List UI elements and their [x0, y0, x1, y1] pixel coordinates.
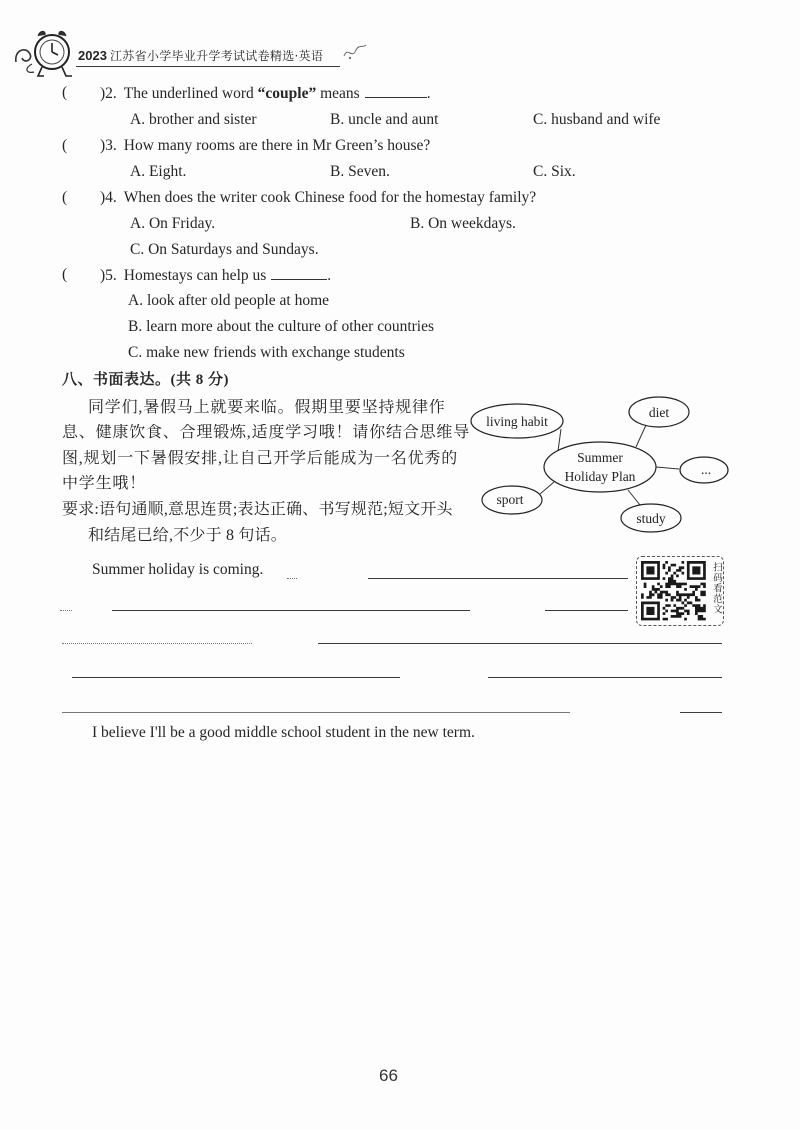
option-b: B. uncle and aunt — [330, 111, 439, 128]
question-text: How many rooms are there in Mr Green’s house? — [123, 137, 431, 154]
page-header — [0, 0, 400, 80]
section-title: 八、书面表达。(共 8 分) — [62, 372, 229, 388]
header-year: 2023 — [78, 48, 107, 63]
question-text-after: means — [316, 85, 360, 102]
question-end: . — [426, 85, 431, 102]
connector-more — [656, 467, 679, 469]
option-c: C. husband and wife — [533, 111, 661, 128]
option-a: A. look after old people at home — [128, 292, 330, 309]
node-living-habit-label: living habit — [486, 414, 548, 429]
node-sport-label: sport — [496, 492, 524, 507]
fill-blank — [271, 266, 327, 280]
underlined-keyword: “couple” — [257, 85, 317, 102]
option-a: A. On Friday. — [130, 215, 216, 232]
question-end: . — [327, 267, 332, 284]
node-diet-label: diet — [648, 405, 670, 420]
essay-opening: Summer holiday is coming. — [92, 561, 264, 578]
clock-logo-icon — [12, 24, 78, 80]
option-c: C. Six. — [533, 163, 576, 180]
question-text: The underlined word — [123, 85, 258, 102]
writing-line — [72, 677, 400, 678]
answer-bracket-close: ) — [100, 189, 106, 206]
prompt-line: 中学生哦！ — [62, 475, 147, 492]
question-line — [100, 189, 536, 207]
option-b: B. On weekdays. — [410, 215, 516, 232]
writing-line — [488, 677, 722, 678]
prompt-line: 图,规划一下暑假安排,让自己开学后能成为一名优秀的 — [62, 450, 459, 467]
answer-bracket-open: ( — [62, 137, 68, 154]
qr-label: 扫码看范文 — [711, 562, 722, 615]
qr-code — [641, 561, 707, 621]
prompt-line: 息、健康饮食、合理锻炼,适度学习哦！请你结合思维导 — [62, 424, 471, 441]
mind-map — [460, 388, 732, 540]
connector-study — [628, 490, 640, 505]
writing-line — [287, 578, 297, 579]
answer-bracket-close: ) — [100, 267, 106, 284]
writing-line — [318, 643, 722, 644]
question-number: 4. — [105, 189, 117, 206]
writing-line — [680, 712, 722, 713]
writing-line — [112, 610, 470, 611]
prompt-line: 同学们,暑假马上就要来临。假期里要坚持规律作 — [88, 399, 446, 416]
answer-bracket-open: ( — [62, 266, 68, 283]
question-number: 3. — [105, 137, 117, 154]
question-number: 5. — [105, 267, 117, 284]
node-more-label: ... — [700, 462, 712, 477]
writing-line — [60, 610, 72, 611]
option-b: B. learn more about the culture of other countries — [128, 318, 435, 335]
answer-bracket-open: ( — [62, 189, 68, 206]
requirement-line: 要求:语句通顺,意思连贯;表达正确、书写规范;短文开头 — [62, 501, 453, 518]
header-title: 江苏省小学毕业升学考试试卷精选·英语 — [110, 49, 324, 63]
option-c: C. On Saturdays and Sundays. — [130, 241, 319, 258]
essay-closing: I believe I'll be a good middle school student in the new term. — [92, 724, 475, 741]
question-line — [100, 84, 431, 103]
question-number: 2. — [105, 85, 117, 102]
option-b: B. Seven. — [330, 163, 390, 180]
requirement-line: 和结尾已给,不少于 8 句话。 — [88, 527, 288, 544]
header-rule — [76, 66, 340, 67]
writing-line — [545, 610, 628, 611]
node-center-label-line-2: Holiday Plan — [564, 469, 636, 484]
writing-line — [62, 643, 252, 644]
page-number: 66 — [379, 1066, 398, 1085]
question-line — [100, 266, 331, 285]
connector-sport — [540, 482, 554, 494]
node-center-label-line-1: Summer — [577, 450, 623, 465]
connector-living-habit — [558, 429, 561, 451]
qr-modules — [641, 561, 706, 620]
flourish-icon — [342, 42, 368, 62]
connector-diet — [636, 425, 646, 447]
question-line — [100, 137, 430, 155]
question-text: When does the writer cook Chinese food for the homestay family? — [123, 189, 537, 206]
answer-bracket-open: ( — [62, 84, 68, 101]
fill-blank — [365, 84, 427, 98]
writing-line — [62, 712, 570, 713]
node-study-label: study — [636, 511, 666, 526]
option-a: A. Eight. — [130, 163, 187, 180]
answer-bracket-close: ) — [100, 85, 106, 102]
option-c: C. make new friends with exchange students — [128, 344, 405, 361]
option-a: A. brother and sister — [130, 111, 257, 128]
writing-line — [368, 578, 628, 579]
question-text: Homestays can help us — [123, 267, 267, 284]
answer-bracket-close: ) — [100, 137, 106, 154]
